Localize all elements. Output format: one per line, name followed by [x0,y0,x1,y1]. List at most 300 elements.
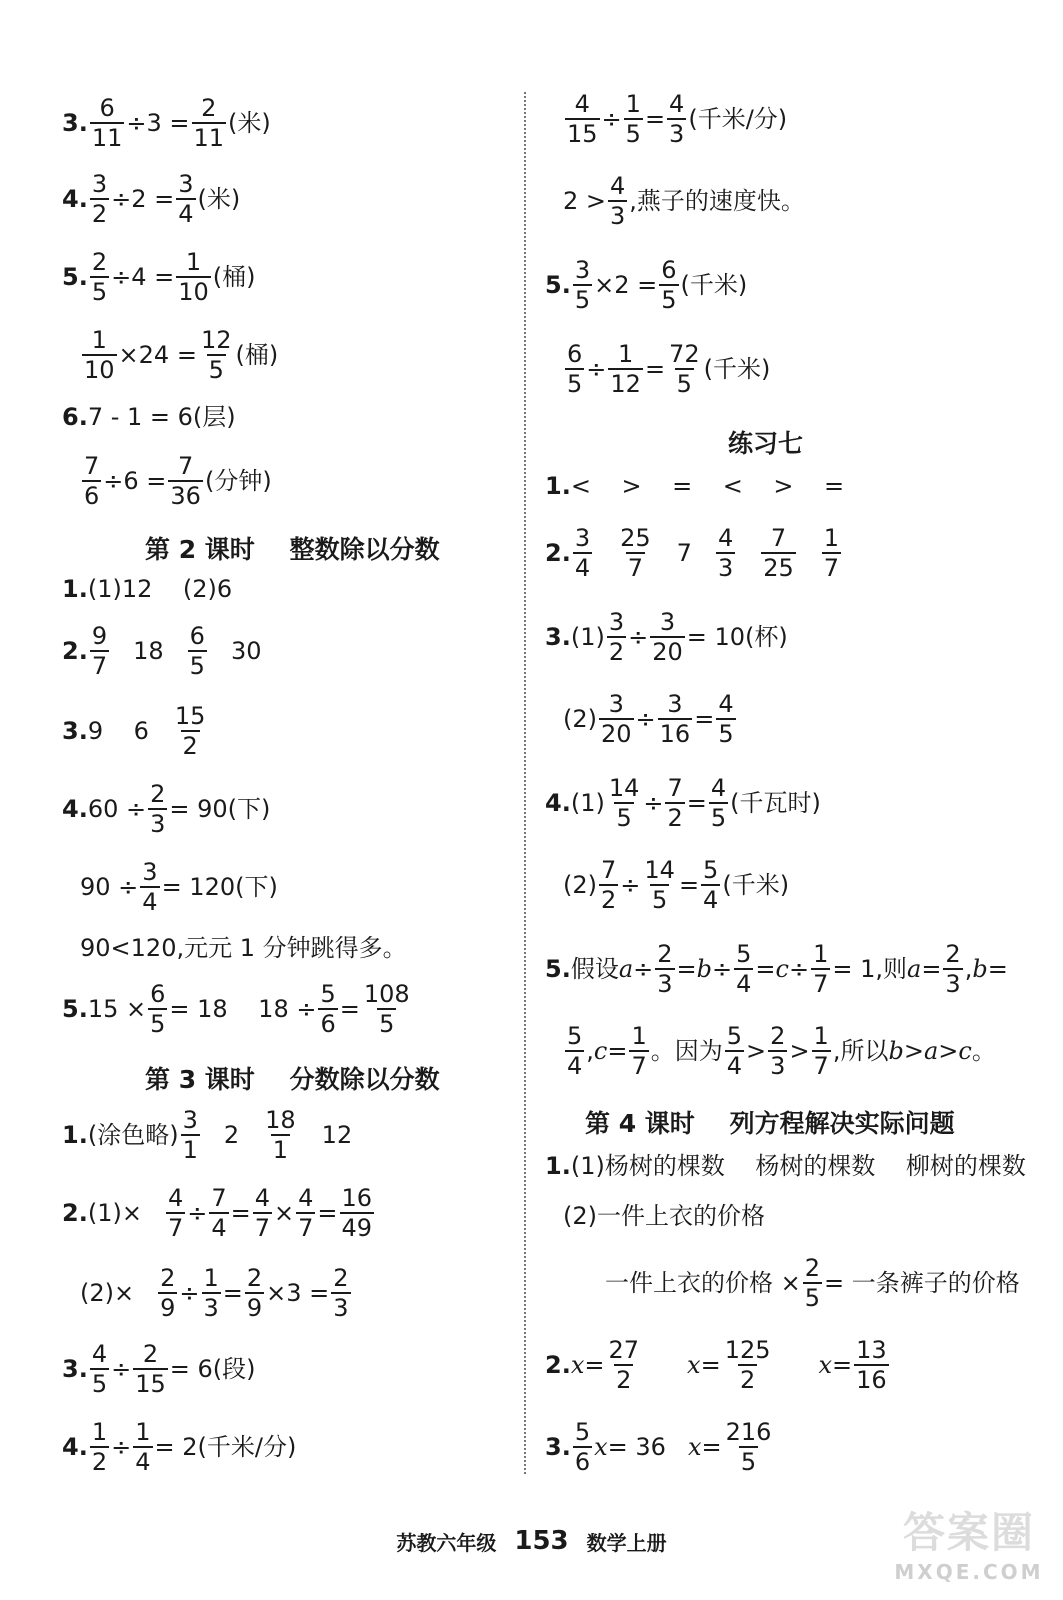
fraction [168,452,203,510]
numerator: 6 [189,622,205,650]
denominator: 5 [652,886,668,914]
denominator: 7 [254,1214,270,1242]
operator: = [230,1199,251,1227]
numerator: 4 [574,90,590,118]
item-number: 5. [62,263,88,291]
page-number: 153 [514,1526,569,1556]
variable: x [687,1433,702,1461]
expression-text: ×24 = [118,341,197,369]
denominator: 3 [610,202,626,230]
fraction [90,622,109,680]
denominator: 7 [298,1214,314,1242]
denominator: 7 [813,1052,829,1080]
numerator: 14 [644,856,675,884]
watermark-logo [889,1502,1049,1582]
denominator: 9 [246,1294,263,1322]
numerator: 1 [91,1418,108,1446]
denominator: 20 [601,720,632,748]
denominator: 6 [320,1010,336,1038]
answer-value: 2 [223,1121,240,1149]
fraction [202,1264,221,1322]
expression-text: ÷4 = [111,263,175,291]
item-number: 4. [545,789,571,817]
operator: ÷ [586,355,607,383]
numerator: 2 [945,940,961,968]
denominator: 5 [804,1284,821,1312]
fraction [331,1264,350,1322]
item-number: 4. [62,185,88,213]
operator: = [755,955,776,983]
numerator: 15 [174,702,206,730]
expression-text: ×2 = [594,271,658,299]
fraction [573,1418,592,1476]
expression-text: 15 × [87,995,147,1023]
numerator: 2 [150,780,166,808]
item-number: 3. [545,623,571,651]
answer-line [545,474,844,498]
item-number: 2. [545,1351,571,1379]
unit-text: (千米) [703,355,771,383]
unit-text: (桶) [235,341,279,369]
numerator: 4 [91,1340,108,1368]
numerator: 3 [91,170,108,198]
numerator: 4 [718,690,734,718]
expression-text: 2 > [563,187,607,215]
variable: x [687,1351,701,1379]
expression-text: ÷3 = [126,109,190,137]
numerator: 3 [574,524,591,552]
denominator: 16 [659,720,691,748]
fraction [140,858,159,916]
variable: a [618,955,634,983]
denominator: 4 [567,1052,583,1080]
denominator: 49 [341,1214,373,1242]
denominator: 5 [150,1010,166,1038]
operator: ÷ [628,623,649,651]
numerator: 5 [567,1022,583,1050]
fraction [716,690,735,748]
operator: ×3 = [266,1279,330,1307]
item-number: 3. [62,109,88,137]
fraction [158,1264,177,1322]
fraction [90,248,109,306]
numerator: 2 [91,248,108,276]
fraction [296,1184,315,1242]
numerator: 2 [657,940,673,968]
answer-line [545,1418,775,1476]
expression-text: 60 ÷ [87,795,147,823]
answer-line [563,90,787,148]
item-number: 1. [62,1121,88,1149]
denominator: 4 [211,1214,227,1242]
variable: b [972,955,988,983]
numerator: 18 [265,1106,296,1134]
variable: b>a>c [888,1037,972,1065]
answer-line [545,256,747,314]
fraction [716,524,735,582]
item-number: 3. [545,1433,571,1461]
answer-line [80,858,278,916]
denominator: 3 [717,554,734,582]
operator: ÷ [601,105,622,133]
numerator: 2 [804,1254,821,1282]
expression-text: = 1,则 [832,955,907,983]
fraction [263,1106,298,1164]
variable: b [696,955,713,983]
fraction [734,940,753,998]
denominator: 4 [703,886,719,914]
fraction [655,940,674,998]
answer-line [62,94,271,152]
denominator: 4 [736,970,752,998]
answer-value: 12 [321,1121,353,1149]
denominator: 6 [84,482,100,510]
operator: ÷ [643,789,664,817]
section-heading: 第 3 课时 分数除以分数 [145,1065,440,1094]
denominator: 2 [91,200,108,228]
fraction [667,90,686,148]
operator: = [584,1351,605,1379]
numerator: 25 [620,524,651,552]
denominator: 5 [91,1370,108,1398]
denominator: 5 [574,286,591,314]
numerator: 1 [135,1418,151,1446]
denominator: 4 [142,888,158,916]
numerator: 6 [150,980,166,1008]
fraction [608,172,627,230]
denominator: 2 [608,638,625,666]
unit-text: (米) [228,109,271,137]
footer-grade: 苏教六年级 [396,1530,497,1555]
fraction [667,340,702,398]
operator: ÷ [620,871,641,899]
answer-line [62,622,261,680]
expression-text: = 10(杯) [686,623,788,651]
fraction [723,1336,773,1394]
item-number: 1. [545,472,571,500]
denominator: 10 [178,278,209,306]
numerator: 3 [574,256,591,284]
answer-line [80,326,278,384]
variable: x [818,1351,833,1379]
operator: = [222,1279,243,1307]
numerator: 4 [298,1184,314,1212]
denominator: 7 [823,554,840,582]
operator: ÷ [187,1199,208,1227]
numerator: 4 [710,774,727,802]
denominator: 7 [91,652,108,680]
operator: ÷ [633,955,654,983]
fraction [199,326,234,384]
answer-line [563,340,770,398]
sub-item-label: (2) [563,705,597,733]
answer-line [545,608,788,666]
item-number: 1. [545,1152,571,1180]
operator: ÷ [111,1433,132,1461]
operator: ÷ [635,705,656,733]
answer-sentence: (2)一件上衣的价格 [563,1202,765,1230]
denominator: 5 [91,278,108,306]
fraction [188,622,207,680]
item-number: 6. [62,403,88,431]
answer-line [62,248,256,306]
expression-text: (涂色略) [87,1121,179,1149]
fraction [761,524,796,582]
numerator: 7 [770,524,787,552]
answer-value: 18 [133,637,164,665]
answer-value: 9 6 [87,717,149,745]
expression-text: = 36 [607,1433,666,1461]
expression-text: = 一条裤子的价格 [824,1269,1020,1297]
fraction [133,1418,152,1476]
numerator: 6 [567,340,583,368]
answer-line [563,690,738,748]
answer-value: 7 [676,539,692,567]
fraction [607,774,642,832]
answer-line [62,170,240,228]
fraction [192,94,227,152]
watermark-url: MXQE.COM [894,1560,1044,1584]
item-number: 2. [62,1199,88,1227]
sub-item-label: (1) [570,789,605,817]
operator: = [607,1037,628,1065]
denominator: 3 [657,970,673,998]
numerator: 12 [200,326,232,354]
operator: = [317,1199,338,1227]
answer-sentence: 90<120,元元 1 分钟跳得多。 [80,934,407,962]
numerator: 5 [736,940,752,968]
numerator: 5 [574,1418,591,1446]
numerator: 3 [142,858,158,886]
numerator: 14 [608,774,640,802]
fraction [565,1022,584,1080]
denominator: 1 [272,1136,289,1164]
denominator: 3 [669,120,685,148]
expression-text: (1)× [87,1199,142,1227]
watermark-text: 答案圈 [902,1508,1035,1557]
denominator: 4 [135,1448,151,1476]
numerator: 3 [182,1106,198,1134]
operator: = [700,1351,721,1379]
fraction [768,1022,787,1080]
section-heading: 第 2 课时 整数除以分数 [145,535,440,564]
column-divider [524,92,526,1474]
denominator: 7 [631,1052,647,1080]
denominator: 5 [625,120,641,148]
numerator: 5 [703,856,719,884]
numerator: 4 [254,1184,270,1212]
denominator: 11 [193,124,225,152]
numerator: 7 [601,856,617,884]
numerator: 4 [610,172,626,200]
fraction [133,1340,168,1398]
denominator: 7 [627,554,644,582]
item-number: 1. [62,575,88,603]
denominator: 5 [718,720,734,748]
denominator: 7 [813,970,829,998]
answer-line [605,1254,1020,1312]
answer-line [62,1418,296,1476]
fraction [943,940,962,998]
answer-line [545,524,843,582]
fraction [148,780,167,838]
operator: = [644,355,666,383]
answer-line [563,1204,765,1228]
fraction [318,980,337,1038]
operator: × [274,1199,295,1227]
answer-line [563,172,805,230]
item-number: 4. [62,1433,88,1461]
denominator: 5 [676,370,692,398]
denominator: 5 [710,804,727,832]
unit-text: (千瓦时) [730,789,821,817]
answer-line [62,780,270,838]
expression-text: = 6(段) [169,1355,256,1383]
expression-text: < > = < > = [570,472,845,500]
expression-text: = 2(千米/分) [154,1433,297,1461]
expression-text: 。因为 [650,1037,723,1065]
variable: a [907,955,922,983]
fraction [803,1254,822,1312]
numerator: 2 [142,1340,159,1368]
denominator: 2 [91,1448,108,1476]
fraction [90,170,109,228]
operator: = [832,1351,853,1379]
fraction [599,690,634,748]
numerator: 2 [770,1022,786,1050]
numerator: 16 [341,1184,373,1212]
denominator: 4 [574,554,591,582]
numerator: 3 [659,608,676,636]
denominator: 20 [652,638,683,666]
fraction [642,856,677,914]
unit-text: (分钟) [204,467,272,495]
operator: = [701,1433,722,1461]
answer-line [563,1022,996,1080]
expression-text: = 18 18 ÷ [169,995,317,1023]
answer-line [545,940,1008,998]
denominator: 2 [616,1366,632,1394]
numerator: 3 [178,170,194,198]
numerator: 216 [725,1418,772,1446]
denominator: 2 [601,886,617,914]
denominator: 11 [91,124,123,152]
numerator: 9 [91,622,108,650]
numerator: 2 [160,1264,176,1292]
numerator: 1 [823,524,840,552]
fraction [245,1264,264,1322]
denominator: 12 [610,370,641,398]
fraction [701,856,720,914]
fraction [658,690,693,748]
fraction [565,90,600,148]
section-heading: 练习七 [728,429,804,458]
item-number: 5. [62,995,88,1023]
fraction [173,702,208,760]
fraction [607,608,626,666]
expression-text: ÷6 = [103,467,167,495]
fraction [209,1184,228,1242]
sub-item-label: (2) [563,871,597,899]
unit-text: (桶) [212,263,256,291]
numerator: 1 [631,1022,647,1050]
item-number: 3. [62,1355,88,1383]
denominator: 36 [170,482,201,510]
fraction [176,170,195,228]
operator: = [686,789,707,817]
numerator: 3 [608,690,624,718]
numerator: 5 [320,980,336,1008]
numerator: 3 [667,690,683,718]
numerator: 6 [661,256,677,284]
variable: x [594,1433,608,1461]
answer-line [545,1336,891,1394]
numerator: 7 [84,452,100,480]
denominator: 3 [333,1294,349,1322]
numerator: 3 [608,608,625,636]
denominator: 3 [150,810,166,838]
numerator: 7 [178,452,194,480]
numerator: 13 [856,1336,887,1364]
numerator: 2 [201,94,217,122]
item-number: 4. [62,795,88,823]
expression-text: = [339,995,360,1023]
numerator: 7 [211,1184,227,1212]
fraction [362,980,412,1038]
expression-text: 。 [971,1037,996,1065]
operator: ÷ [111,1355,132,1383]
fraction [650,608,685,666]
expression-text: 7 - 1 = 6(层) [87,403,236,431]
fraction [822,524,841,582]
numerator: 6 [99,94,115,122]
fraction [724,1418,774,1476]
operator: ÷ [179,1279,200,1307]
numerator: 1 [203,1264,219,1292]
denominator: 7 [167,1214,184,1242]
denominator: 15 [135,1370,166,1398]
denominator: 10 [84,356,115,384]
operator: = [644,105,666,133]
answer-sentence: (1)杨树的棵数 杨树的棵数 柳树的棵数 [570,1152,1026,1180]
footer-subject: 数学上册 [586,1530,667,1555]
numerator: 7 [667,774,683,802]
numerator: 1 [91,326,107,354]
expression-text: 一件上衣的价格 × [605,1269,801,1297]
fraction [253,1184,272,1242]
denominator: 3 [770,1052,786,1080]
answer-line [545,774,821,832]
fraction [608,340,643,398]
fraction [618,524,653,582]
expression-text: 假设 [570,955,619,983]
denominator: 2 [739,1366,756,1394]
expression-text: , [586,1037,594,1065]
expression-text: 90 ÷ [80,873,139,901]
expression-text: ,所以 [832,1037,889,1065]
denominator: 5 [189,652,205,680]
answer-line [62,980,414,1038]
fraction [812,1022,831,1080]
fraction [181,1106,200,1164]
numerator: 27 [608,1336,640,1364]
denominator: 9 [160,1294,176,1322]
expression-text: = 90(下) [169,795,271,823]
operator: = [676,955,697,983]
fraction [82,452,101,510]
fraction [166,1184,185,1242]
fraction [340,1184,375,1242]
